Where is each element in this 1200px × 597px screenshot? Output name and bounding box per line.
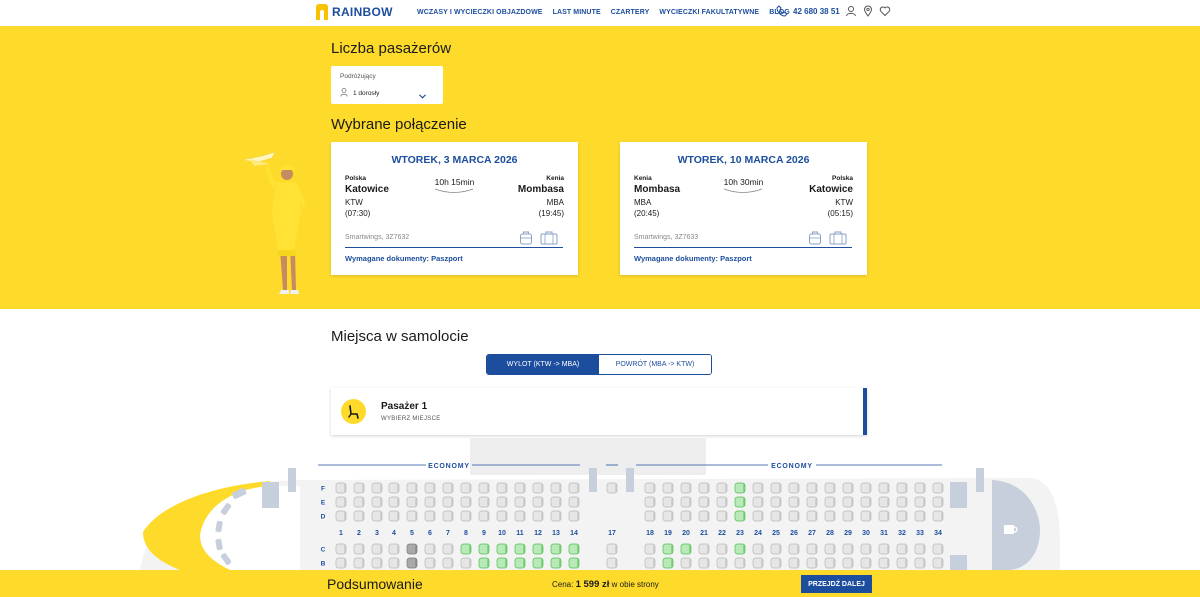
- seat-13E[interactable]: [551, 497, 561, 507]
- seat-12B[interactable]: [533, 558, 543, 568]
- seat-2F[interactable]: [354, 483, 364, 493]
- row-number: 29: [844, 530, 852, 537]
- seat-6D[interactable]: [425, 511, 435, 521]
- traveler-illustration: [240, 152, 330, 302]
- seat-3C[interactable]: [372, 544, 382, 554]
- seat-34D[interactable]: [933, 511, 943, 521]
- seat-2D[interactable]: [354, 511, 364, 521]
- nav-item-blog[interactable]: BLOG: [769, 9, 790, 16]
- from-city: Mombasa: [634, 184, 681, 195]
- seat-24F[interactable]: [753, 483, 763, 493]
- seat-24C[interactable]: [753, 544, 763, 554]
- row-number: 25: [772, 530, 780, 537]
- seat-7C[interactable]: [443, 544, 453, 554]
- seat-5C[interactable]: [407, 544, 417, 554]
- cabin-label: ECONOMY: [771, 463, 813, 470]
- row-number: 31: [880, 530, 888, 537]
- required-documents: Wymagane dokumenty: Paszport: [634, 254, 752, 263]
- to-city: Mombasa: [517, 184, 564, 195]
- location-pin-icon[interactable]: [862, 5, 874, 17]
- seat-2B[interactable]: [354, 558, 364, 568]
- user-icon[interactable]: [845, 5, 857, 17]
- row-number: 32: [898, 530, 906, 537]
- nav-item-czartery[interactable]: CZARTERY: [610, 9, 650, 16]
- seat-21E[interactable]: [699, 497, 709, 507]
- seat-5F[interactable]: [407, 483, 417, 493]
- row-letter: B: [320, 560, 326, 568]
- seat-19D[interactable]: [663, 511, 673, 521]
- to-country: Polska: [832, 175, 853, 182]
- brand-name: RAINBOW: [332, 5, 393, 19]
- seat-11B[interactable]: [515, 558, 525, 568]
- seat-32C[interactable]: [897, 544, 907, 554]
- lavatory-rear: [950, 482, 967, 508]
- seat-20C[interactable]: [681, 544, 691, 554]
- seat-13B[interactable]: [551, 558, 561, 568]
- row-number: 10: [498, 530, 506, 537]
- seat-8C[interactable]: [461, 544, 471, 554]
- row-number: 2: [357, 530, 361, 537]
- seat-32F[interactable]: [897, 483, 907, 493]
- to-time: (19:45): [538, 209, 564, 218]
- continue-button[interactable]: PRZEJDŹ DALEJ: [801, 575, 872, 593]
- seat-2C[interactable]: [354, 544, 364, 554]
- seat-28E[interactable]: [825, 497, 835, 507]
- seat-22C[interactable]: [717, 544, 727, 554]
- seat-21F[interactable]: [699, 483, 709, 493]
- seat-18D[interactable]: [645, 511, 655, 521]
- seat-22E[interactable]: [717, 497, 727, 507]
- seat-28D[interactable]: [825, 511, 835, 521]
- seat-29B[interactable]: [843, 558, 853, 568]
- checked-bag-icon: [829, 230, 847, 245]
- brand-logo[interactable]: [316, 4, 393, 20]
- seat-13C[interactable]: [551, 544, 561, 554]
- seat-31F[interactable]: [879, 483, 889, 493]
- seat-25D[interactable]: [771, 511, 781, 521]
- main-nav: [417, 9, 790, 16]
- seat-26F[interactable]: [789, 483, 799, 493]
- seat-4E[interactable]: [389, 497, 399, 507]
- card-divider: [345, 247, 563, 248]
- row-number: 14: [570, 530, 578, 537]
- seat-23C[interactable]: [735, 544, 745, 554]
- seat-26B[interactable]: [789, 558, 799, 568]
- seat-21D[interactable]: [699, 511, 709, 521]
- seat-11D[interactable]: [515, 511, 525, 521]
- row-number: 23: [736, 530, 744, 537]
- seat-25F[interactable]: [771, 483, 781, 493]
- to-code: MBA: [546, 198, 564, 207]
- seat-28F[interactable]: [825, 483, 835, 493]
- seat-3E[interactable]: [372, 497, 382, 507]
- cabin-label: ECONOMY: [428, 463, 470, 470]
- price-value: 1 599 zł: [575, 579, 610, 590]
- seat-8D[interactable]: [461, 511, 471, 521]
- seat-26C[interactable]: [789, 544, 799, 554]
- seat-14E[interactable]: [569, 497, 579, 507]
- seat-24B[interactable]: [753, 558, 763, 568]
- seat-8E[interactable]: [461, 497, 471, 507]
- tab-return[interactable]: POWRÓT (MBA -> KTW): [599, 355, 711, 374]
- row-letter: C: [320, 546, 326, 554]
- yellow-hero: [0, 26, 1200, 309]
- to-city: Katowice: [809, 184, 853, 195]
- row-number: 34: [934, 530, 942, 537]
- seat-33B[interactable]: [915, 558, 925, 568]
- seat-29F[interactable]: [843, 483, 853, 493]
- seat-5E[interactable]: [407, 497, 417, 507]
- seat-25B[interactable]: [771, 558, 781, 568]
- seat-34F[interactable]: [933, 483, 943, 493]
- seat-25E[interactable]: [771, 497, 781, 507]
- seat-22D[interactable]: [717, 511, 727, 521]
- passengers-label: Podróżujący: [340, 73, 376, 80]
- seat-31D[interactable]: [879, 511, 889, 521]
- seat-4F[interactable]: [389, 483, 399, 493]
- seat-9C[interactable]: [479, 544, 489, 554]
- seat-22B[interactable]: [717, 558, 727, 568]
- row-number: 13: [552, 530, 560, 537]
- seat-10D[interactable]: [497, 511, 507, 521]
- row-number: 28: [826, 530, 834, 537]
- from-country: Polska: [345, 175, 366, 182]
- seat-19F[interactable]: [663, 483, 673, 493]
- passenger-seat-card[interactable]: [331, 388, 867, 435]
- flight-card-outbound[interactable]: [331, 142, 578, 275]
- passengers-value: 1 dorosły: [353, 90, 380, 97]
- passenger-name: Pasażer 1: [381, 401, 428, 412]
- seat-20E[interactable]: [681, 497, 691, 507]
- seat-13D[interactable]: [551, 511, 561, 521]
- row-number: 17: [608, 530, 616, 537]
- seat-3D[interactable]: [372, 511, 382, 521]
- seat-8B[interactable]: [461, 558, 471, 568]
- seat-29D[interactable]: [843, 511, 853, 521]
- seat-11F[interactable]: [515, 483, 525, 493]
- seat-19E[interactable]: [663, 497, 673, 507]
- cabin-bag-icon: [808, 230, 822, 245]
- seat-30B[interactable]: [861, 558, 871, 568]
- seat-7E[interactable]: [443, 497, 453, 507]
- passengers-select[interactable]: [331, 66, 443, 104]
- seat-3B[interactable]: [372, 558, 382, 568]
- row-number: 8: [464, 530, 468, 537]
- seat-9B[interactable]: [479, 558, 489, 568]
- seat-12C[interactable]: [533, 544, 543, 554]
- seat-30C[interactable]: [861, 544, 871, 554]
- price-info: [552, 579, 659, 590]
- seat-1E[interactable]: [336, 497, 346, 507]
- row-number: 26: [790, 530, 798, 537]
- row-number: 24: [754, 530, 762, 537]
- seat-20F[interactable]: [681, 483, 691, 493]
- seat-2E[interactable]: [354, 497, 364, 507]
- seat-5D[interactable]: [407, 511, 417, 521]
- lavatory-rear-2: [950, 555, 967, 570]
- chevron-down-icon: [419, 94, 426, 99]
- seat-9E[interactable]: [479, 497, 489, 507]
- seat-6E[interactable]: [425, 497, 435, 507]
- seat-27E[interactable]: [807, 497, 817, 507]
- row-number: 20: [682, 530, 690, 537]
- required-documents: Wymagane dokumenty: Paszport: [345, 254, 463, 263]
- seat-30E[interactable]: [861, 497, 871, 507]
- seat-30D[interactable]: [861, 511, 871, 521]
- from-time: (07:30): [345, 209, 371, 218]
- card-divider: [634, 247, 852, 248]
- top-header: [0, 0, 1200, 26]
- to-country: Kenia: [546, 175, 564, 182]
- user-icon: [340, 88, 348, 97]
- seat-4D[interactable]: [389, 511, 399, 521]
- seat-8F[interactable]: [461, 483, 471, 493]
- seat-6F[interactable]: [425, 483, 435, 493]
- row-number: 4: [392, 530, 396, 537]
- seat-23F[interactable]: [735, 483, 745, 493]
- seat-14B[interactable]: [569, 558, 579, 568]
- seat-24D[interactable]: [753, 511, 763, 521]
- seat-7F[interactable]: [443, 483, 453, 493]
- row-number: 27: [808, 530, 816, 537]
- row-number: 18: [646, 530, 654, 537]
- seat-4B[interactable]: [389, 558, 399, 568]
- seat-21B[interactable]: [699, 558, 709, 568]
- seat-22F[interactable]: [717, 483, 727, 493]
- seat-30F[interactable]: [861, 483, 871, 493]
- seat-icon: [341, 399, 366, 424]
- seat-29C[interactable]: [843, 544, 853, 554]
- seat-27F[interactable]: [807, 483, 817, 493]
- row-letter: E: [320, 499, 326, 507]
- seat-23B[interactable]: [735, 558, 745, 568]
- seat-34B[interactable]: [933, 558, 943, 568]
- from-country: Kenia: [634, 175, 652, 182]
- flight-direction-tabs: [486, 354, 712, 375]
- seat-12F[interactable]: [533, 483, 543, 493]
- from-code: KTW: [345, 198, 363, 207]
- seat-17B[interactable]: [607, 558, 617, 568]
- seat-1D[interactable]: [336, 511, 346, 521]
- seat-31B[interactable]: [879, 558, 889, 568]
- seat-33F[interactable]: [915, 483, 925, 493]
- row-number: 7: [446, 530, 450, 537]
- seat-20D[interactable]: [681, 511, 691, 521]
- price-prefix: Cena:: [552, 580, 574, 589]
- seat-33E[interactable]: [915, 497, 925, 507]
- seat-28B[interactable]: [825, 558, 835, 568]
- seat-9D[interactable]: [479, 511, 489, 521]
- seat-17F[interactable]: [607, 483, 617, 493]
- seat-18E[interactable]: [645, 497, 655, 507]
- seat-23D[interactable]: [735, 511, 745, 521]
- row-number: 22: [718, 530, 726, 537]
- seat-26D[interactable]: [789, 511, 799, 521]
- seat-29E[interactable]: [843, 497, 853, 507]
- choose-seat-hint: WYBIERZ MIEJSCE: [381, 416, 441, 422]
- seat-19B[interactable]: [663, 558, 673, 568]
- seat-14F[interactable]: [569, 483, 579, 493]
- seat-27B[interactable]: [807, 558, 817, 568]
- flight-card-return[interactable]: [620, 142, 867, 275]
- seat-25C[interactable]: [771, 544, 781, 554]
- active-indicator: [863, 388, 867, 435]
- nav-item-wycieczki[interactable]: WYCIECZKI FAKULTATYWNE: [659, 9, 760, 16]
- seat-11E[interactable]: [515, 497, 525, 507]
- row-number: 12: [534, 530, 542, 537]
- seat-31E[interactable]: [879, 497, 889, 507]
- seat-20B[interactable]: [681, 558, 691, 568]
- seat-10B[interactable]: [497, 558, 507, 568]
- seat-18F[interactable]: [645, 483, 655, 493]
- carrier-info: Smartwings, 3Z7632: [345, 234, 410, 241]
- row-number: 33: [916, 530, 924, 537]
- lavatory-front: [262, 482, 279, 508]
- row-letter: F: [321, 485, 325, 493]
- from-code: MBA: [634, 198, 652, 207]
- connection-title: Wybrane połączenie: [331, 116, 467, 133]
- nav-item-wczasy[interactable]: WCZASY I WYCIECZKI OBJAZDOWE: [417, 9, 543, 16]
- price-suffix: w obie strony: [611, 580, 659, 589]
- phone-icon[interactable]: [776, 5, 788, 17]
- seat-3F[interactable]: [372, 483, 382, 493]
- row-number: 5: [410, 530, 414, 537]
- flight-arc-icon: [723, 188, 763, 194]
- flight-duration: 10h 15min: [434, 177, 475, 187]
- seat-21C[interactable]: [699, 544, 709, 554]
- tab-outbound[interactable]: WYLOT (KTW -> MBA): [487, 355, 599, 374]
- header-actions: [776, 5, 891, 17]
- seat-32E[interactable]: [897, 497, 907, 507]
- seat-1F[interactable]: [336, 483, 346, 493]
- seat-24E[interactable]: [753, 497, 763, 507]
- from-time: (20:45): [634, 209, 660, 218]
- seat-10C[interactable]: [497, 544, 507, 554]
- from-city: Katowice: [345, 184, 389, 195]
- phone-number[interactable]: 42 680 38 51: [793, 6, 840, 16]
- seat-13F[interactable]: [551, 483, 561, 493]
- seat-6C[interactable]: [425, 544, 435, 554]
- seat-14C[interactable]: [569, 544, 579, 554]
- seat-4C[interactable]: [389, 544, 399, 554]
- row-letter: D: [320, 513, 326, 521]
- seat-17C[interactable]: [607, 544, 617, 554]
- passengers-title: Liczba pasażerów: [331, 40, 452, 57]
- seat-6B[interactable]: [425, 558, 435, 568]
- seat-34C[interactable]: [933, 544, 943, 554]
- heart-icon[interactable]: [879, 5, 891, 17]
- seat-7B[interactable]: [443, 558, 453, 568]
- seat-10E[interactable]: [497, 497, 507, 507]
- seat-9F[interactable]: [479, 483, 489, 493]
- seat-34E[interactable]: [933, 497, 943, 507]
- seat-27D[interactable]: [807, 511, 817, 521]
- seat-32B[interactable]: [897, 558, 907, 568]
- seat-27C[interactable]: [807, 544, 817, 554]
- seat-5B[interactable]: [407, 558, 417, 568]
- seat-7D[interactable]: [443, 511, 453, 521]
- seat-12E[interactable]: [533, 497, 543, 507]
- seat-1B[interactable]: [336, 558, 346, 568]
- summary-bar: [0, 570, 1200, 597]
- flight-date: WTOREK, 3 MARCA 2026: [391, 154, 518, 166]
- row-number: 21: [700, 530, 708, 537]
- seat-31C[interactable]: [879, 544, 889, 554]
- flight-duration: 10h 30min: [723, 177, 764, 187]
- nav-item-last-minute[interactable]: LAST MINUTE: [552, 9, 601, 16]
- flight-arc-icon: [434, 188, 474, 194]
- seat-18B[interactable]: [645, 558, 655, 568]
- seat-18C[interactable]: [645, 544, 655, 554]
- cabin-bag-icon: [519, 230, 533, 245]
- seat-19C[interactable]: [663, 544, 673, 554]
- to-code: KTW: [835, 198, 853, 207]
- seat-14D[interactable]: [569, 511, 579, 521]
- checked-bag-icon: [540, 230, 558, 245]
- seat-map: [0, 438, 1200, 570]
- seat-32D[interactable]: [897, 511, 907, 521]
- row-number: 6: [428, 530, 432, 537]
- carrier-info: Smartwings, 3Z7633: [634, 234, 699, 241]
- to-time: (05:15): [827, 209, 853, 218]
- seat-28C[interactable]: [825, 544, 835, 554]
- row-number: 3: [375, 530, 379, 537]
- row-number: 1: [339, 530, 343, 537]
- rainbow-logo-icon: [316, 4, 328, 20]
- seat-10F[interactable]: [497, 483, 507, 493]
- seat-26E[interactable]: [789, 497, 799, 507]
- row-number: 19: [664, 530, 672, 537]
- seat-33D[interactable]: [915, 511, 925, 521]
- seat-23E[interactable]: [735, 497, 745, 507]
- seat-11C[interactable]: [515, 544, 525, 554]
- seat-12D[interactable]: [533, 511, 543, 521]
- summary-title: Podsumowanie: [327, 576, 423, 592]
- seats-title: Miejsca w samolocie: [331, 328, 469, 345]
- row-number: 9: [482, 530, 486, 537]
- row-number: 30: [862, 530, 870, 537]
- flight-date: WTOREK, 10 MARCA 2026: [677, 154, 810, 166]
- seat-33C[interactable]: [915, 544, 925, 554]
- row-number: 11: [516, 530, 524, 537]
- seat-1C[interactable]: [336, 544, 346, 554]
